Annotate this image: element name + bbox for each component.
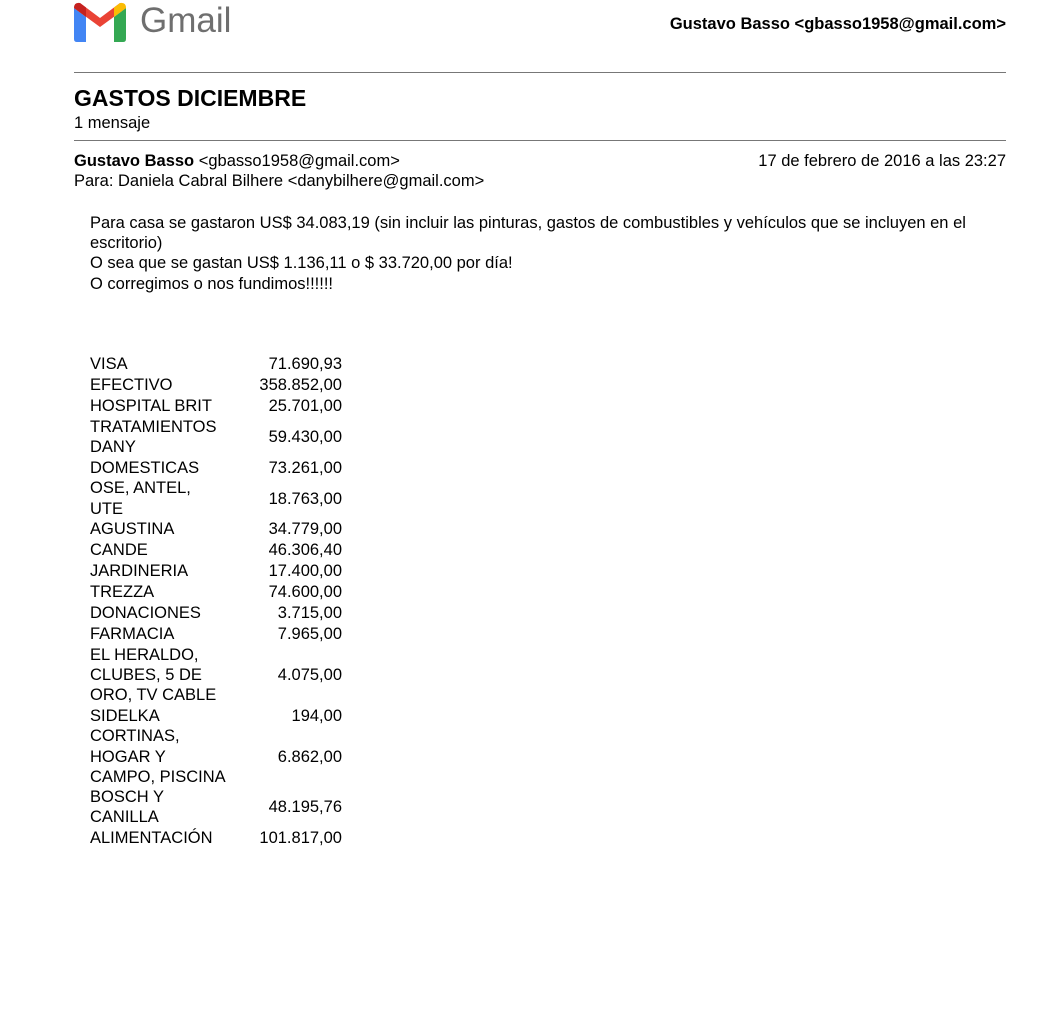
table-row <box>88 603 344 624</box>
expense-amount: 73.261,00 <box>268 458 342 477</box>
table-row <box>88 375 344 396</box>
expense-label: TREZZA <box>90 583 155 602</box>
expense-label: SIDELKA <box>90 706 160 725</box>
table-row <box>88 726 344 787</box>
expense-amount: 358.852,00 <box>259 376 342 395</box>
expense-amount: 3.715,00 <box>277 604 342 623</box>
body-paragraph: O corregimos o nos fundimos!!!!!! <box>90 274 334 293</box>
account-identity: Gustavo Basso <gbasso1958@gmail.com> <box>669 15 1006 33</box>
expense-amount: 7.965,00 <box>277 625 342 644</box>
gmail-logo[interactable] <box>74 2 231 42</box>
table-row <box>88 457 344 478</box>
sender-name: Gustavo Basso <box>74 152 195 170</box>
expenses-table <box>88 354 344 848</box>
table-row <box>88 478 344 518</box>
expense-label: VISA <box>90 355 128 374</box>
expense-amount: 17.400,00 <box>268 562 342 581</box>
table-row <box>88 396 344 417</box>
sender-line <box>74 151 400 171</box>
expense-amount: 25.701,00 <box>268 397 342 416</box>
table-row <box>88 417 344 457</box>
header-divider <box>74 72 1006 73</box>
expense-amount: 6.862,00 <box>277 747 342 766</box>
expense-amount: 48.195,76 <box>268 798 342 817</box>
gmail-logo-text: Gmail <box>140 1 232 40</box>
table-row <box>88 519 344 540</box>
expense-amount: 71.690,93 <box>268 355 342 374</box>
message-count: 1 mensaje <box>74 114 151 132</box>
expense-label: HOSPITAL BRIT <box>90 397 212 416</box>
expense-amount: 101.817,00 <box>259 828 342 847</box>
thread-subject: GASTOS DICIEMBRE <box>74 85 307 111</box>
expense-label: DOMESTICAS <box>90 458 200 477</box>
table-row <box>88 540 344 561</box>
expense-label: CANDE <box>90 541 148 560</box>
message-date: 17 de febrero de 2016 a las 23:27 <box>758 152 1006 170</box>
expense-label: AGUSTINA <box>90 520 175 539</box>
body-paragraph: O sea que se gastan US$ 1.136,11 o $ 33.720,00 por día! <box>90 254 513 273</box>
expense-label: DONACIONES <box>90 604 201 623</box>
recipient-line: Para: Daniela Cabral Bilhere <danybilhere@gmail.com> <box>74 172 485 190</box>
table-row <box>88 354 344 375</box>
expense-label: EL HERALDO, CLUBES, 5 DE ORO, TV CABLE <box>90 645 217 705</box>
table-row <box>88 624 344 645</box>
table-row <box>88 787 344 827</box>
table-row <box>88 645 344 706</box>
expense-amount: 194,00 <box>291 706 342 725</box>
table-row <box>88 827 344 848</box>
expense-amount: 46.306,40 <box>268 541 342 560</box>
expense-label: OSE, ANTEL, UTE <box>90 479 191 518</box>
expense-amount: 4.075,00 <box>277 666 342 685</box>
expense-label: TRATAMIENTOS DANY <box>90 418 217 457</box>
expense-label: JARDINERIA <box>90 562 189 581</box>
sender-email: <gbasso1958@gmail.com> <box>198 152 400 170</box>
expense-label: EFECTIVO <box>90 376 173 395</box>
table-row <box>88 582 344 603</box>
body-paragraph: Para casa se gastaron US$ 34.083,19 (sin incluir las pinturas, gastos de combustibles y vehículos que se incluyen en el escritorio) <box>90 214 966 253</box>
table-row <box>88 705 344 726</box>
thread-divider <box>74 140 1006 141</box>
expense-amount: 59.430,00 <box>268 428 342 447</box>
gmail-header <box>74 0 1006 46</box>
expense-amount: 18.763,00 <box>268 489 342 508</box>
expense-label: BOSCH Y CANILLA <box>90 788 164 827</box>
table-row <box>88 561 344 582</box>
message-body <box>90 213 1000 294</box>
expense-label: CORTINAS, HOGAR Y CAMPO, PISCINA <box>90 727 226 786</box>
expense-amount: 74.600,00 <box>268 583 342 602</box>
expense-label: FARMACIA <box>90 625 175 644</box>
expense-amount: 34.779,00 <box>268 520 342 539</box>
gmail-m-icon <box>74 2 126 42</box>
expense-label: ALIMENTACIÓN <box>90 828 213 847</box>
